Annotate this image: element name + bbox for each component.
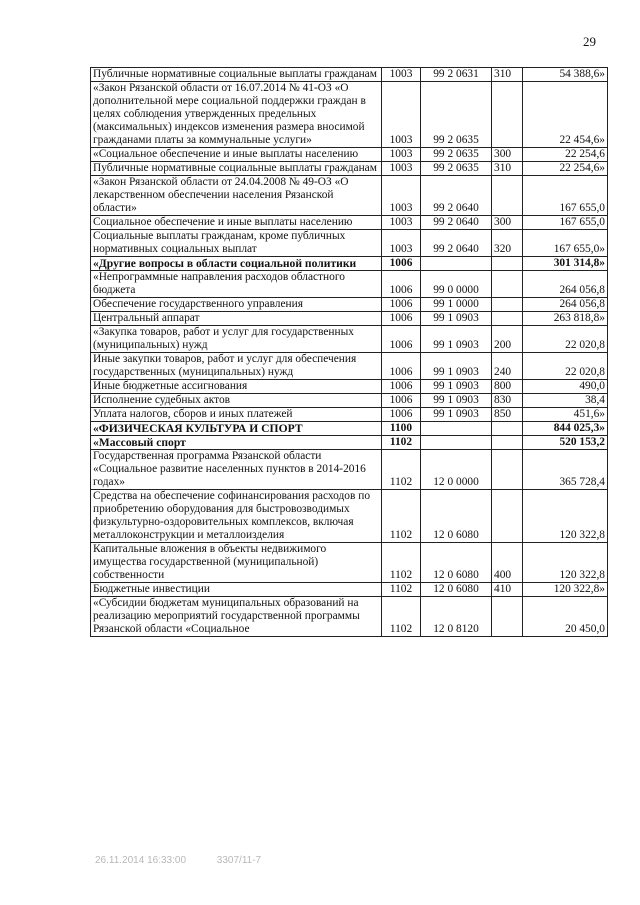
page-number: 29 <box>583 34 596 49</box>
row-amount-cell: 263 818,8» <box>523 312 608 326</box>
row-amount-cell: 22 020,8 <box>523 326 608 353</box>
row-section-cell: 1006 <box>382 380 421 394</box>
row-amount-cell: 22 020,8 <box>523 353 608 380</box>
row-name-cell: Иные закупки товаров, работ и услуг для обеспечения государственных (муниципальных) нужд <box>91 353 382 380</box>
row-section-cell: 1006 <box>382 353 421 380</box>
row-csr-cell: 12 0 6080 <box>421 543 492 583</box>
table-row <box>91 436 608 450</box>
row-vr-cell: 850 <box>492 408 523 422</box>
row-csr-cell: 99 2 0640 <box>421 216 492 230</box>
table-row <box>91 216 608 230</box>
row-section-cell: 1006 <box>382 298 421 312</box>
row-name-cell: Центральный аппарат <box>91 312 382 326</box>
table-row <box>91 583 608 597</box>
row-section-cell: 1102 <box>382 490 421 543</box>
row-csr-cell: 99 2 0635 <box>421 148 492 162</box>
row-amount-cell: 520 153,2 <box>523 436 608 450</box>
row-amount-cell: 22 254,6 <box>523 148 608 162</box>
row-name-cell: «ФИЗИЧЕСКАЯ КУЛЬТУРА И СПОРТ <box>91 422 382 436</box>
row-vr-cell: 300 <box>492 148 523 162</box>
row-csr-cell: 99 2 0640 <box>421 230 492 257</box>
row-name-cell: Социальные выплаты гражданам, кроме публичных нормативных социальных выплат <box>91 230 382 257</box>
table-row <box>91 422 608 436</box>
row-csr-cell: 12 0 6080 <box>421 490 492 543</box>
table-row <box>91 408 608 422</box>
row-section-cell: 1006 <box>382 271 421 298</box>
row-csr-cell: 12 0 0000 <box>421 450 492 490</box>
row-csr-cell: 99 1 0903 <box>421 380 492 394</box>
table-row <box>91 394 608 408</box>
footer-code: 3307/11-7 <box>216 855 262 866</box>
table-row <box>91 271 608 298</box>
row-amount-cell: 301 314,8» <box>523 257 608 271</box>
row-vr-cell <box>492 82 523 148</box>
row-name-cell: «Социальное обеспечение и иные выплаты населению <box>91 148 382 162</box>
row-section-cell: 1003 <box>382 68 421 82</box>
row-amount-cell: 844 025,3» <box>523 422 608 436</box>
row-section-cell: 1102 <box>382 436 421 450</box>
row-name-cell: Средства на обеспечение софинансирования расходов по приобретению оборудования для быстровозводимых физкультурно-оздоровительных комплексов, включая металлоконструкции и металлоизделия <box>91 490 382 543</box>
budget-table <box>90 67 608 637</box>
row-csr-cell: 99 2 0635 <box>421 82 492 148</box>
row-name-cell: Капитальные вложения в объекты недвижимого имущества государственной (муниципальной) собственности <box>91 543 382 583</box>
row-amount-cell: 22 454,6» <box>523 82 608 148</box>
row-vr-cell <box>492 490 523 543</box>
row-vr-cell: 800 <box>492 380 523 394</box>
table-row <box>91 490 608 543</box>
table-row <box>91 176 608 216</box>
row-csr-cell: 99 1 0903 <box>421 408 492 422</box>
row-csr-cell: 99 1 0903 <box>421 394 492 408</box>
row-name-cell: Исполнение судебных актов <box>91 394 382 408</box>
row-vr-cell <box>492 298 523 312</box>
row-amount-cell: 490,0 <box>523 380 608 394</box>
row-vr-cell <box>492 271 523 298</box>
row-section-cell: 1003 <box>382 176 421 216</box>
row-csr-cell <box>421 422 492 436</box>
row-amount-cell: 264 056,8 <box>523 271 608 298</box>
row-name-cell: «Другие вопросы в области социальной политики <box>91 257 382 271</box>
row-vr-cell <box>492 436 523 450</box>
row-name-cell: «Массовый спорт <box>91 436 382 450</box>
row-section-cell: 1006 <box>382 408 421 422</box>
row-csr-cell: 99 2 0640 <box>421 176 492 216</box>
row-amount-cell: 167 655,0» <box>523 230 608 257</box>
row-section-cell: 1102 <box>382 543 421 583</box>
table-row <box>91 326 608 353</box>
row-section-cell: 1006 <box>382 257 421 271</box>
row-amount-cell: 38,4 <box>523 394 608 408</box>
row-vr-cell <box>492 450 523 490</box>
row-section-cell: 1102 <box>382 450 421 490</box>
row-vr-cell <box>492 597 523 637</box>
table-row <box>91 380 608 394</box>
table-row <box>91 162 608 176</box>
row-amount-cell: 365 728,4 <box>523 450 608 490</box>
row-amount-cell: 120 322,8 <box>523 543 608 583</box>
row-vr-cell: 310 <box>492 68 523 82</box>
row-section-cell: 1003 <box>382 162 421 176</box>
row-section-cell: 1100 <box>382 422 421 436</box>
table-row <box>91 230 608 257</box>
table-row <box>91 597 608 637</box>
row-amount-cell: 54 388,6» <box>523 68 608 82</box>
row-vr-cell: 240 <box>492 353 523 380</box>
row-section-cell: 1003 <box>382 230 421 257</box>
row-name-cell: Иные бюджетные ассигнования <box>91 380 382 394</box>
row-csr-cell: 12 0 8120 <box>421 597 492 637</box>
row-section-cell: 1006 <box>382 312 421 326</box>
row-amount-cell: 264 056,8 <box>523 298 608 312</box>
row-vr-cell: 200 <box>492 326 523 353</box>
table-row <box>91 257 608 271</box>
row-name-cell: «Закон Рязанской области от 16.07.2014 № 41-ОЗ «О дополнительной мере социальной поддержки граждан в целях соблюдения утвержденных предельных (максимальных) индексов изменения размера вносимой гражданами платы за коммунальные услуги» <box>91 82 382 148</box>
row-amount-cell: 167 655,0 <box>523 216 608 230</box>
row-amount-cell: 451,6» <box>523 408 608 422</box>
row-vr-cell: 400 <box>492 543 523 583</box>
row-amount-cell: 20 450,0 <box>523 597 608 637</box>
row-csr-cell: 99 1 0903 <box>421 326 492 353</box>
row-vr-cell <box>492 312 523 326</box>
table-row <box>91 298 608 312</box>
row-csr-cell: 99 2 0631 <box>421 68 492 82</box>
table-row <box>91 148 608 162</box>
row-vr-cell: 310 <box>492 162 523 176</box>
row-section-cell: 1003 <box>382 82 421 148</box>
table-row <box>91 543 608 583</box>
row-section-cell: 1006 <box>382 326 421 353</box>
row-vr-cell: 300 <box>492 216 523 230</box>
table-row <box>91 353 608 380</box>
row-vr-cell: 410 <box>492 583 523 597</box>
row-vr-cell <box>492 422 523 436</box>
row-name-cell: «Непрограммные направления расходов областного бюджета <box>91 271 382 298</box>
row-amount-cell: 22 254,6» <box>523 162 608 176</box>
row-name-cell: «Закон Рязанской области от 24.04.2008 № 49-ОЗ «О лекарственном обеспечении населения Рязанской области» <box>91 176 382 216</box>
row-csr-cell <box>421 436 492 450</box>
footer-stamp <box>95 855 289 866</box>
table-row <box>91 312 608 326</box>
row-csr-cell: 99 0 0000 <box>421 271 492 298</box>
row-vr-cell <box>492 176 523 216</box>
table-row <box>91 68 608 82</box>
row-name-cell: Социальное обеспечение и иные выплаты населению <box>91 216 382 230</box>
row-name-cell: Государственная программа Рязанской области «Социальное развитие населенных пунктов в 2014-2016 годах» <box>91 450 382 490</box>
row-csr-cell: 99 1 0000 <box>421 298 492 312</box>
row-name-cell: «Закупка товаров, работ и услуг для государственных (муниципальных) нужд <box>91 326 382 353</box>
row-csr-cell: 99 2 0635 <box>421 162 492 176</box>
row-section-cell: 1006 <box>382 394 421 408</box>
table-row <box>91 450 608 490</box>
row-amount-cell: 120 322,8 <box>523 490 608 543</box>
row-name-cell: Обеспечение государственного управления <box>91 298 382 312</box>
row-vr-cell: 320 <box>492 230 523 257</box>
row-section-cell: 1003 <box>382 148 421 162</box>
row-csr-cell <box>421 257 492 271</box>
row-name-cell: Уплата налогов, сборов и иных платежей <box>91 408 382 422</box>
row-amount-cell: 167 655,0 <box>523 176 608 216</box>
footer-datetime: 26.11.2014 16:33:00 <box>95 855 187 866</box>
row-csr-cell: 12 0 6080 <box>421 583 492 597</box>
row-vr-cell <box>492 257 523 271</box>
row-name-cell: Публичные нормативные социальные выплаты гражданам <box>91 162 382 176</box>
row-name-cell: Публичные нормативные социальные выплаты гражданам <box>91 68 382 82</box>
row-name-cell: «Субсидии бюджетам муниципальных образований на реализацию мероприятий государственной программы Рязанской области «Социальное <box>91 597 382 637</box>
row-section-cell: 1003 <box>382 216 421 230</box>
row-section-cell: 1102 <box>382 583 421 597</box>
row-vr-cell: 830 <box>492 394 523 408</box>
row-name-cell: Бюджетные инвестиции <box>91 583 382 597</box>
row-csr-cell: 99 1 0903 <box>421 353 492 380</box>
row-amount-cell: 120 322,8» <box>523 583 608 597</box>
row-section-cell: 1102 <box>382 597 421 637</box>
row-csr-cell: 99 1 0903 <box>421 312 492 326</box>
table-row <box>91 82 608 148</box>
